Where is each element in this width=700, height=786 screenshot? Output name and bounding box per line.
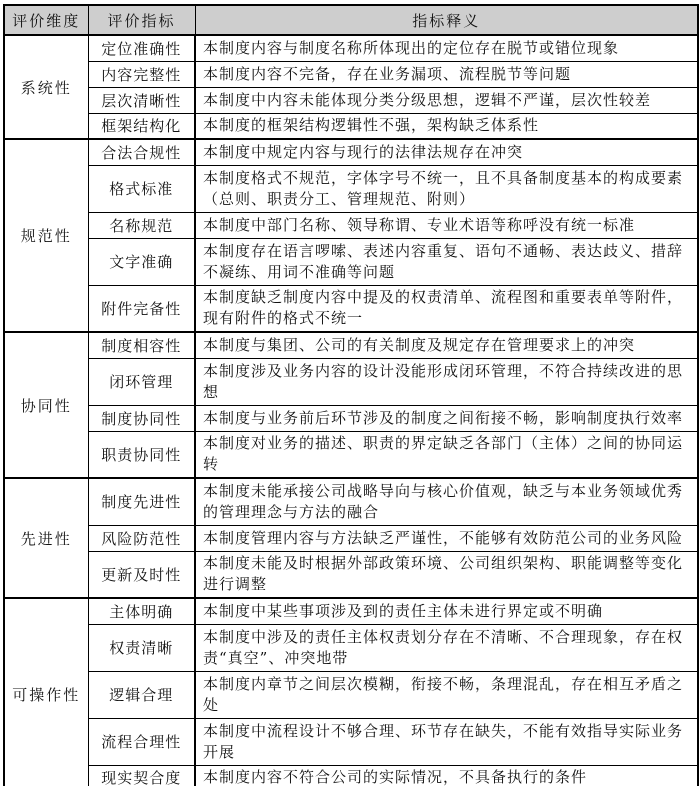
indicator-cell: 闭环管理 [88, 358, 195, 405]
indicator-cell: 定位准确性 [88, 35, 195, 61]
table-row [4, 598, 698, 624]
indicator-cell: 文字准确 [88, 238, 195, 285]
header-dimension: 评价维度 [4, 5, 88, 35]
indicator-cell: 框架结构化 [88, 113, 195, 139]
explanation-cell: 本制度管理内容与方法缺乏严谨性，不能够有效防范公司的业务风险 [195, 525, 698, 551]
header-row [4, 5, 698, 35]
evaluation-criteria-table [3, 4, 699, 786]
indicator-cell: 制度协同性 [88, 405, 195, 431]
table-row [4, 671, 698, 718]
indicator-cell: 风险防范性 [88, 525, 195, 551]
explanation-cell: 本制度中部门名称、领导称谓、专业术语等称呼没有统一标准 [195, 212, 698, 238]
explanation-cell: 本制度存在语言啰嗦、表述内容重复、语句不通畅、表达歧义、措辞不凝练、用词不准确等问题 [195, 238, 698, 285]
explanation-cell: 本制度内容不符合公司的实际情况，不具备执行的条件 [195, 765, 698, 786]
explanation-cell: 本制度中某些事项涉及到的责任主体未进行界定或不明确 [195, 598, 698, 624]
table-row [4, 165, 698, 212]
indicator-cell: 附件完备性 [88, 285, 195, 332]
table-row [4, 87, 698, 113]
indicator-cell: 名称规范 [88, 212, 195, 238]
table-row [4, 405, 698, 431]
table-row [4, 478, 698, 525]
header-indicator: 评价指标 [88, 5, 195, 35]
explanation-cell: 本制度与业务前后环节涉及的制度之间衔接不畅，影响制度执行效率 [195, 405, 698, 431]
explanation-cell: 本制度中规定内容与现行的法律法规存在冲突 [195, 139, 698, 165]
table-row [4, 431, 698, 478]
explanation-cell: 本制度的框架结构逻辑性不强，架构缺乏体系性 [195, 113, 698, 139]
indicator-cell: 逻辑合理 [88, 671, 195, 718]
table-row [4, 212, 698, 238]
indicator-cell: 层次清晰性 [88, 87, 195, 113]
table-row [4, 358, 698, 405]
explanation-cell: 本制度与集团、公司的有关制度及规定存在管理要求上的冲突 [195, 332, 698, 358]
dimension-cell: 先进性 [4, 478, 88, 598]
explanation-cell: 本制度中内容未能体现分类分级思想，逻辑不严谨，层次性较差 [195, 87, 698, 113]
table-row [4, 765, 698, 786]
indicator-cell: 更新及时性 [88, 551, 195, 598]
table-row [4, 61, 698, 87]
explanation-cell: 本制度未能及时根据外部政策环境、公司组织架构、职能调整等变化进行调整 [195, 551, 698, 598]
table-row [4, 113, 698, 139]
table-row [4, 551, 698, 598]
explanation-cell: 本制度中涉及的责任主体权责划分存在不清晰、不合理现象，存在权责“真空”、冲突地带 [195, 624, 698, 671]
table-row [4, 285, 698, 332]
table-row [4, 624, 698, 671]
table-row [4, 35, 698, 61]
indicator-cell: 格式标准 [88, 165, 195, 212]
dimension-cell: 系统性 [4, 35, 88, 139]
indicator-cell: 权责清晰 [88, 624, 195, 671]
indicator-cell: 现实契合度 [88, 765, 195, 786]
explanation-cell: 本制度内章节之间层次模糊，衔接不畅，条理混乱，存在相互矛盾之处 [195, 671, 698, 718]
dimension-cell: 规范性 [4, 139, 88, 332]
indicator-cell: 制度相容性 [88, 332, 195, 358]
explanation-cell: 本制度中流程设计不够合理、环节存在缺失，不能有效指导实际业务开展 [195, 718, 698, 765]
dimension-cell: 可操作性 [4, 598, 88, 786]
explanation-cell: 本制度格式不规范，字体字号不统一，且不具备制度基本的构成要素（总则、职责分工、管理规范、附则） [195, 165, 698, 212]
table-row [4, 332, 698, 358]
dimension-cell: 协同性 [4, 332, 88, 478]
table-row [4, 718, 698, 765]
indicator-cell: 内容完整性 [88, 61, 195, 87]
explanation-cell: 本制度对业务的描述、职责的界定缺乏各部门（主体）之间的协同运转 [195, 431, 698, 478]
explanation-cell: 本制度涉及业务内容的设计没能形成闭环管理，不符合持续改进的思想 [195, 358, 698, 405]
table-row [4, 139, 698, 165]
explanation-cell: 本制度未能承接公司战略导向与核心价值观，缺乏与本业务领域优秀的管理理念与方法的融合 [195, 478, 698, 525]
indicator-cell: 合法合规性 [88, 139, 195, 165]
table-row [4, 525, 698, 551]
indicator-cell: 流程合理性 [88, 718, 195, 765]
indicator-cell: 主体明确 [88, 598, 195, 624]
indicator-cell: 制度先进性 [88, 478, 195, 525]
table-row [4, 238, 698, 285]
explanation-cell: 本制度缺乏制度内容中提及的权责清单、流程图和重要表单等附件，现有附件的格式不统一 [195, 285, 698, 332]
indicator-cell: 职责协同性 [88, 431, 195, 478]
explanation-cell: 本制度内容不完备，存在业务漏项、流程脱节等问题 [195, 61, 698, 87]
explanation-cell: 本制度内容与制度名称所体现出的定位存在脱节或错位现象 [195, 35, 698, 61]
header-explanation: 指标释义 [195, 5, 698, 35]
